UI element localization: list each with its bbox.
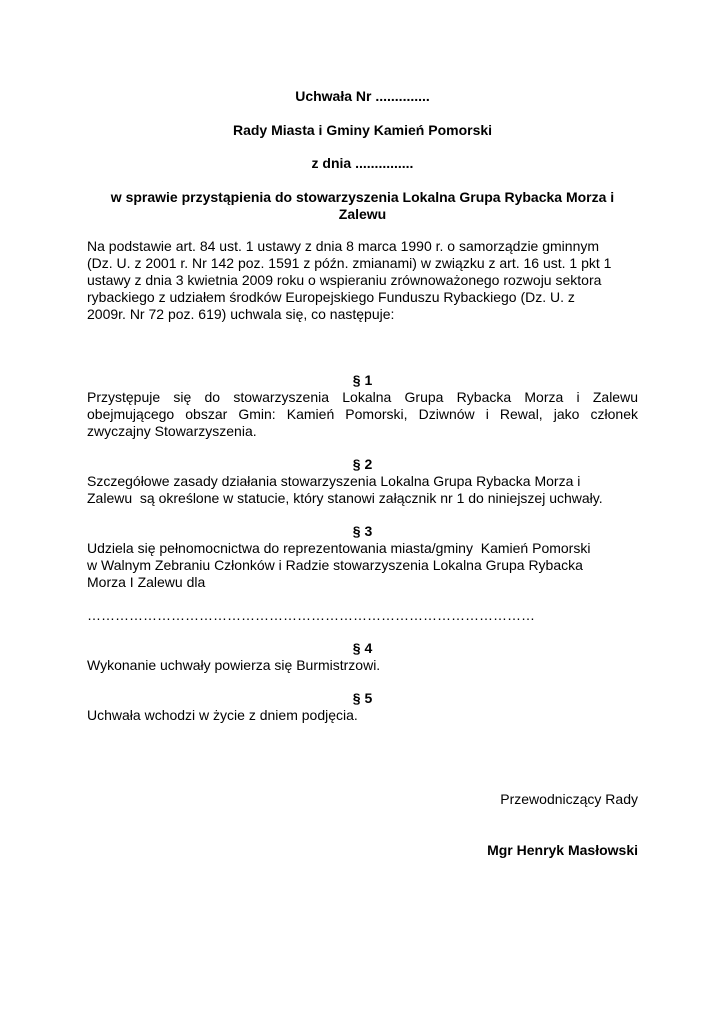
preamble-line: 2009r. Nr 72 poz. 619) uchwala się, co następuje: bbox=[87, 306, 395, 322]
preamble-line: ustawy z dnia 3 kwietnia 2009 roku o wspieraniu zrównoważonego rozwoju sektora bbox=[87, 272, 602, 288]
preamble-line: rybackiego z udziałem środków Europejskiego Funduszu Rybackiego (Dz. U. z bbox=[87, 289, 575, 305]
section-2-heading: § 2 bbox=[352, 456, 373, 472]
section-1-heading: § 1 bbox=[352, 372, 373, 388]
signature-role: Przewodniczący Rady bbox=[500, 791, 638, 807]
council-name: Rady Miasta i Gminy Kamień Pomorski bbox=[232, 122, 493, 138]
section-3-line: w Walnym Zebraniu Członków i Radzie stowarzyszenia Lokalna Grupa Rybacka bbox=[87, 557, 583, 573]
section-4-heading: § 4 bbox=[352, 640, 373, 656]
section-4-line: Wykonanie uchwały powierza się Burmistrzowi. bbox=[87, 657, 381, 673]
resolution-number: Uchwała Nr .............. bbox=[295, 88, 430, 104]
section-3-line: Morza I Zalewu dla bbox=[87, 574, 206, 590]
resolution-date: z dnia ............... bbox=[311, 155, 414, 171]
section-2-line: Szczegółowe zasady działania stowarzyszenia Lokalna Grupa Rybacka Morza i bbox=[87, 473, 581, 489]
section-5-line: Uchwała wchodzi w życie z dniem podjęcia. bbox=[87, 707, 358, 723]
section-5-heading: § 5 bbox=[352, 690, 373, 706]
section-1-line: zwyczajny Stowarzyszenia. bbox=[87, 423, 257, 439]
resolution-subject-line-2: Zalewu bbox=[338, 206, 387, 222]
proxy-name-placeholder-dots: …………………………………………………………………………………… bbox=[87, 607, 535, 623]
resolution-subject-line-1: w sprawie przystąpienia do stowarzyszenia Lokalna Grupa Rybacka Morza i bbox=[110, 189, 615, 205]
section-3-line: Udziela się pełnomocnictwa do reprezentowania miasta/gminy Kamień Pomorski bbox=[87, 540, 591, 556]
section-1-line: Przystępuje się do stowarzyszenia Lokalna Grupa Rybacka Morza i Zalewu bbox=[87, 389, 638, 405]
section-3-heading: § 3 bbox=[352, 523, 373, 539]
section-2-line: Zalewu są określone w statucie, który stanowi załącznik nr 1 do niniejszej uchwały. bbox=[87, 490, 603, 506]
preamble-line: Na podstawie art. 84 ust. 1 ustawy z dnia 8 marca 1990 r. o samorządzie gminnym bbox=[87, 238, 600, 254]
section-1-line: obejmującego obszar Gmin: Kamień Pomorski, Dziwnów i Rewal, jako członek bbox=[87, 406, 638, 422]
signature-name: Mgr Henryk Masłowski bbox=[487, 842, 638, 858]
preamble-line: (Dz. U. z 2001 r. Nr 142 poz. 1591 z późn. zmianami) w związku z art. 16 ust. 1 pkt 1 bbox=[87, 255, 612, 271]
